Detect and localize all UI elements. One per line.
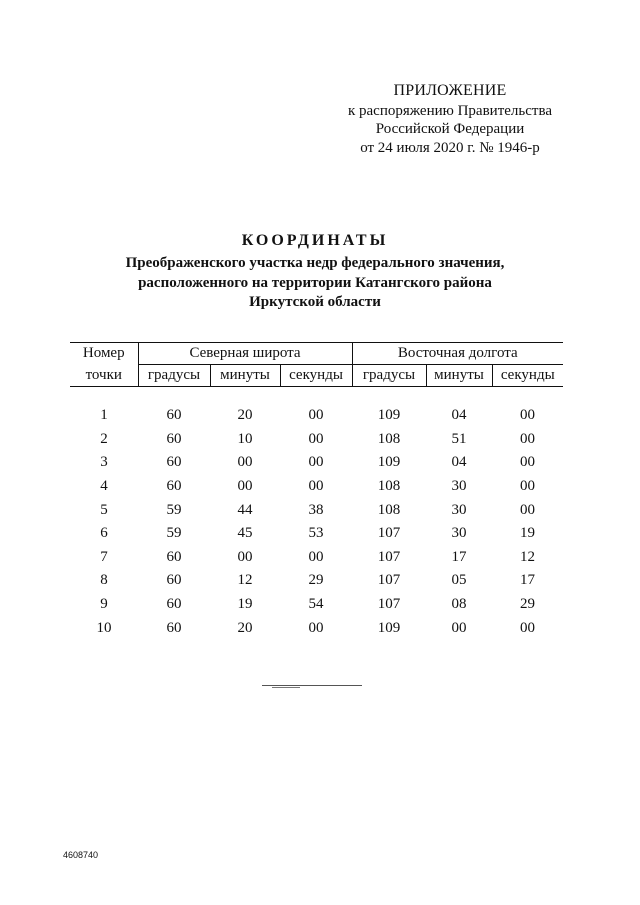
- lon-degrees-cell: 109: [377, 454, 401, 471]
- lat-degrees-cell: 60: [166, 454, 182, 471]
- lat-degrees-cell: 60: [166, 619, 182, 636]
- point-number-cell: 1: [100, 407, 108, 424]
- lat-minutes-cell: 44: [237, 501, 253, 518]
- lon-minutes-cell: 04: [451, 407, 467, 424]
- point-number-cell: 10: [96, 619, 112, 636]
- table-row: [70, 475, 563, 499]
- table-row: [70, 498, 563, 522]
- lon-seconds-cell: 12: [520, 548, 535, 565]
- heading-subtitle-2: расположенного на территории Катангского района: [138, 274, 492, 291]
- table-row: [70, 451, 563, 475]
- lon-degrees-header: градусы: [352, 365, 426, 387]
- document-heading: [60, 232, 570, 313]
- table-row: [70, 569, 563, 593]
- point-number-cell: 9: [100, 596, 108, 613]
- lat-seconds-cell: 54: [308, 596, 324, 613]
- lon-seconds-cell: 00: [520, 619, 535, 636]
- lon-seconds-cell: 00: [520, 454, 535, 471]
- lon-minutes-cell: 30: [451, 478, 467, 495]
- appendix-line-3: от 24 июля 2020 г. № 1946-р: [360, 139, 540, 156]
- lon-seconds-cell: 19: [520, 525, 535, 542]
- appendix-line-2: Российской Федерации: [375, 121, 525, 137]
- lon-seconds-cell: 29: [520, 596, 535, 613]
- lat-degrees-cell: 60: [166, 572, 182, 589]
- lat-degrees-cell: 60: [166, 407, 182, 424]
- point-number-cell: 6: [100, 525, 108, 542]
- lat-seconds-cell: 00: [308, 407, 324, 424]
- lat-seconds-cell: 53: [308, 525, 324, 542]
- lon-seconds-cell: 00: [520, 430, 535, 447]
- lon-degrees-cell: 108: [377, 430, 401, 447]
- lat-seconds-cell: 00: [308, 454, 324, 471]
- table-row: [70, 522, 563, 546]
- lat-minutes-cell: 00: [237, 548, 253, 565]
- appendix-block: [330, 82, 570, 157]
- lon-seconds-cell: 00: [520, 501, 535, 518]
- lon-degrees-cell: 109: [377, 407, 401, 424]
- point-number-cell: 3: [100, 454, 108, 471]
- lon-seconds-header: секунды: [492, 365, 563, 387]
- longitude-header: Восточная долгота: [352, 343, 563, 365]
- point-number-cell: 8: [100, 572, 108, 589]
- lon-minutes-cell: 17: [451, 548, 467, 565]
- lon-minutes-cell: 04: [451, 454, 467, 471]
- lon-seconds-cell: 00: [520, 407, 535, 424]
- lat-minutes-cell: 10: [237, 430, 253, 447]
- document-code: 4608740: [63, 850, 99, 860]
- lat-minutes-cell: 19: [237, 596, 253, 613]
- latitude-header: Северная широта: [138, 343, 352, 365]
- lon-seconds-cell: 00: [520, 478, 535, 495]
- lat-degrees-cell: 60: [166, 596, 182, 613]
- lat-degrees-cell: 59: [166, 525, 182, 542]
- lat-degrees-cell: 60: [166, 430, 182, 447]
- point-number-cell: 4: [100, 478, 108, 495]
- lon-degrees-cell: 107: [377, 548, 401, 565]
- heading-title: КООРДИНАТЫ: [241, 232, 389, 249]
- point-number-cell: 5: [100, 501, 108, 518]
- table-row: [70, 428, 563, 452]
- appendix-line-1: к распоряжению Правительства: [347, 102, 552, 119]
- lat-minutes-cell: 00: [237, 478, 253, 495]
- lat-seconds-cell: 00: [308, 430, 324, 447]
- table-header-row-2: [70, 365, 563, 387]
- lat-seconds-cell: 29: [308, 572, 324, 589]
- point-number-cell: 7: [100, 548, 108, 565]
- lat-minutes-cell: 12: [237, 572, 253, 589]
- heading-subtitle-1: Преображенского участка недр федерального значения,: [125, 255, 505, 271]
- coordinates-table: [70, 342, 563, 640]
- lon-minutes-cell: 51: [451, 430, 467, 447]
- point-header-1: Номер: [70, 343, 138, 365]
- lat-minutes-cell: 45: [237, 525, 253, 542]
- table-row: [70, 593, 563, 617]
- separator-line: [262, 685, 362, 686]
- lat-minutes-cell: 20: [237, 619, 253, 636]
- lat-seconds-cell: 38: [308, 501, 324, 518]
- lon-degrees-cell: 107: [377, 572, 401, 589]
- point-header-2: точки: [70, 365, 138, 387]
- lat-degrees-cell: 59: [166, 501, 182, 518]
- lat-degrees-cell: 60: [166, 478, 182, 495]
- lon-degrees-cell: 108: [377, 478, 401, 495]
- table-body: [70, 387, 563, 640]
- separator-line-short: [272, 687, 300, 688]
- table-row: [70, 404, 563, 428]
- lon-minutes-cell: 00: [451, 619, 467, 636]
- lat-minutes-cell: 20: [237, 407, 253, 424]
- lon-minutes-cell: 30: [451, 525, 467, 542]
- table-row: [70, 616, 563, 640]
- appendix-title: ПРИЛОЖЕНИЕ: [393, 82, 507, 99]
- lon-minutes-header: минуты: [426, 365, 492, 387]
- lon-seconds-cell: 17: [520, 572, 535, 589]
- lat-seconds-cell: 00: [308, 478, 324, 495]
- lon-degrees-cell: 107: [377, 596, 401, 613]
- lon-degrees-cell: 109: [377, 619, 401, 636]
- lon-degrees-cell: 107: [377, 525, 401, 542]
- lat-degrees-cell: 60: [166, 548, 182, 565]
- table-row: [70, 546, 563, 570]
- lat-minutes-cell: 00: [237, 454, 253, 471]
- lat-seconds-cell: 00: [308, 548, 324, 565]
- lon-degrees-cell: 108: [377, 501, 401, 518]
- lat-degrees-header: градусы: [138, 365, 210, 387]
- lon-minutes-cell: 08: [451, 596, 467, 613]
- lat-seconds-header: секунды: [280, 365, 352, 387]
- lat-seconds-cell: 00: [308, 619, 324, 636]
- lat-minutes-header: минуты: [210, 365, 280, 387]
- point-number-cell: 2: [100, 430, 108, 447]
- lon-minutes-cell: 05: [451, 572, 467, 589]
- lon-minutes-cell: 30: [451, 501, 467, 518]
- heading-subtitle-3: Иркутской области: [249, 294, 381, 310]
- table-header-row-1: [70, 343, 563, 365]
